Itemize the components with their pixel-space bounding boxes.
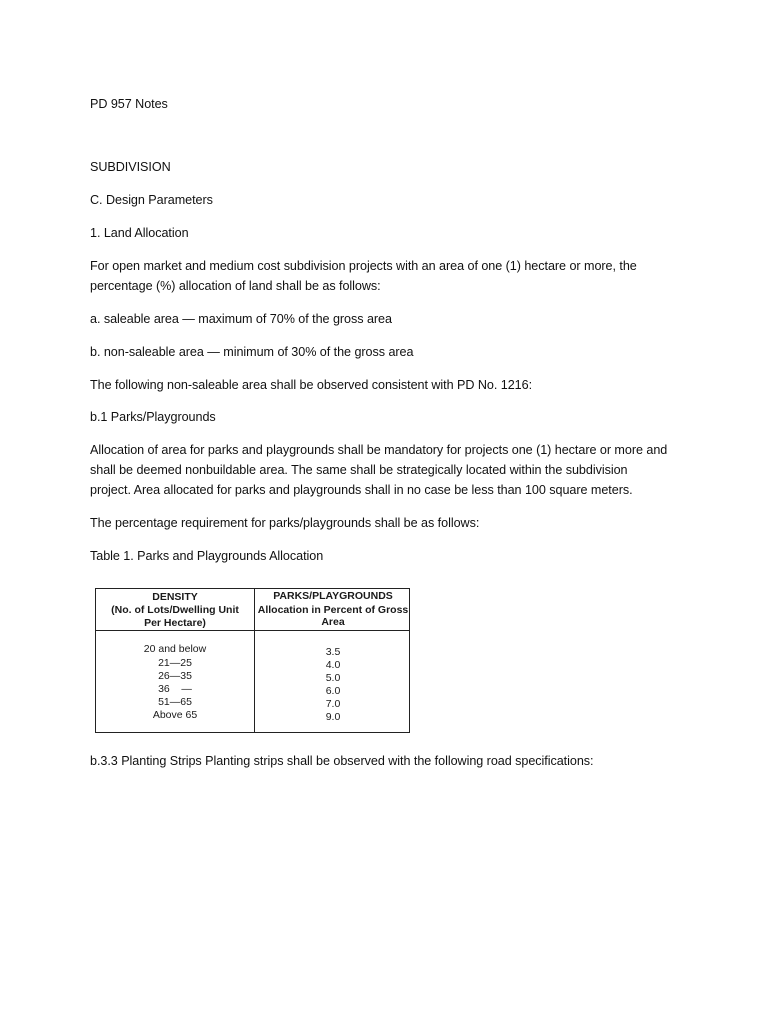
intro-paragraph: For open market and medium cost subdivision projects with an area of one (1) hectare or more, the percentage (%) allocation of land shall be as follows: [90,259,637,293]
planting-strips-paragraph: b.3.3 Planting Strips Planting strips shall be observed with the following road specifications: [90,754,594,768]
document-title: PD 957 Notes [90,97,168,111]
table-cell-density: Above 65 [152,709,198,721]
section-heading: SUBDIVISION [90,160,171,174]
table-cell-allocation: 9.0 [325,711,341,723]
percentage-requirement: The percentage requirement for parks/playgrounds shall be as follows: [90,516,480,530]
parks-allocation-table [95,588,410,733]
table-cell-density: 51—65 [158,696,192,708]
point-b: b. non-saleable area — minimum of 30% of the gross area [90,345,414,359]
item-heading: 1. Land Allocation [90,226,189,240]
point-a: a. saleable area — maximum of 70% of the gross area [90,312,392,326]
subsection-heading: C. Design Parameters [90,193,213,207]
table-cell-allocation: 6.0 [325,685,341,697]
table-cell-allocation: 5.0 [325,672,341,684]
table-cell-allocation: 3.5 [325,646,341,658]
table-cell-allocation: 7.0 [325,698,341,710]
table-cell-density: 21—25 [158,657,192,669]
table-cell-density: 26—35 [158,670,192,682]
table-caption: Table 1. Parks and Playgrounds Allocation [90,549,324,563]
table-cell-density: 36 — [158,683,192,695]
table-cell-allocation: 4.0 [325,659,341,671]
header-density-line2: (No. of Lots/Dwelling Unit [111,604,239,616]
allocation-column [255,646,411,724]
header-allocation-line1: PARKS/PLAYGROUNDS [273,590,393,602]
table-cell-density: 20 and below [143,643,207,655]
table-header-density [96,591,254,630]
header-density-line1: DENSITY [152,591,198,603]
header-allocation-line3: Area [321,616,345,628]
header-allocation-line2: Allocation in Percent of Gross [257,604,409,616]
table-header-allocation [255,590,411,627]
header-density-line3: Per Hectare) [144,617,206,629]
non-saleable-note: The following non-saleable area shall be observed consistent with PD No. 1216: [90,378,533,392]
b1-paragraph: Allocation of area for parks and playgrounds shall be mandatory for projects one (1) hectare or more and shall be deemed nonbuildable area. The same shall be strategically located within the subdivision project. Area allocated for parks and playgrounds shall in no case be less than 100 square meters. [90,443,668,497]
b1-heading: b.1 Parks/Playgrounds [90,410,216,424]
table-header-divider [96,630,409,631]
density-column [96,643,254,722]
